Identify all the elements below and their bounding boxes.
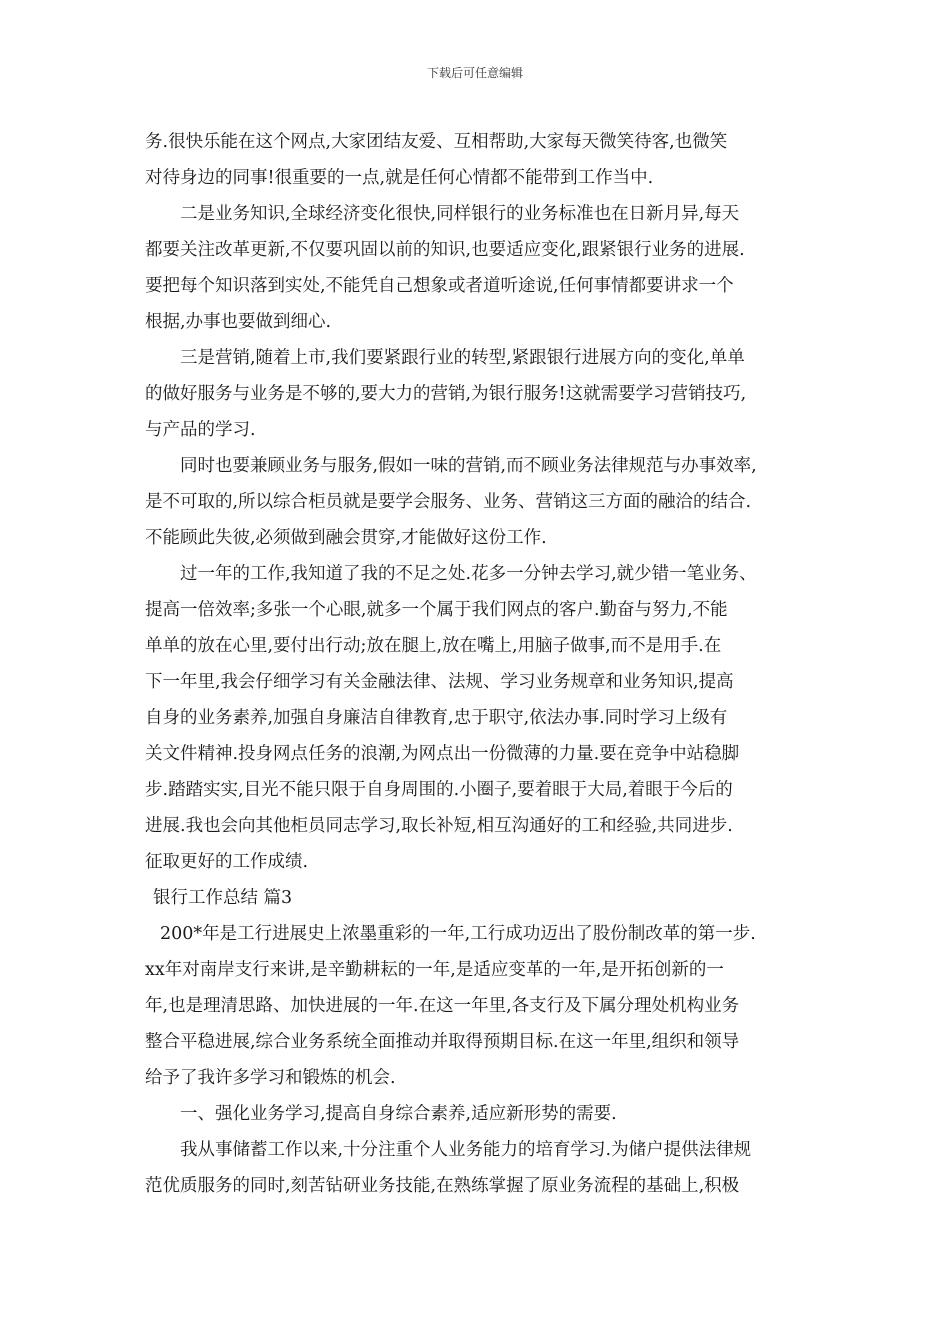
text-line: 我从事储蓄工作以来,十分注重个人业务能力的培育学习.为储户提供法律规 bbox=[180, 1140, 752, 1160]
text-line: 提高一倍效率;多张一个心眼,就多一个属于我们网点的客户.勤奋与努力,不能 bbox=[145, 600, 728, 620]
text-line: 进展.我也会向其他柜员同志学习,取长补短,相互沟通好的工和经验,共同进步. bbox=[145, 816, 733, 836]
text-line: 都要关注改革更新,不仅要巩固以前的知识,也要适应变化,跟紧银行业务的进展. bbox=[145, 240, 745, 260]
text-line: 二是业务知识,全球经济变化很快,同样银行的业务标准也在日新月异,每天 bbox=[180, 204, 740, 224]
text-line: 步.踏踏实实,目光不能只限于自身周围的.小圈子,要着眼于大局,着眼于今后的 bbox=[145, 780, 733, 800]
text-line: xx年对南岸支行来讲,是辛勤耕耘的一年,是适应变革的一年,是开拓创新的一 bbox=[145, 960, 724, 980]
text-line: 同时也要兼顾业务与服务,假如一味的营销,而不顾业务法律规范与办事效率, bbox=[180, 456, 757, 476]
text-line: 务.很快乐能在这个网点,大家团结友爱、互相帮助,大家每天微笑待客,也微笑 bbox=[145, 132, 728, 152]
text-line: 200*年是工行进展史上浓墨重彩的一年,工行成功迈出了股份制改革的第一步. bbox=[160, 924, 756, 944]
text-line: 年,也是理清思路、加快进展的一年.在这一年里,各支行及下属分理处机构业务 bbox=[145, 996, 740, 1016]
text-line: 单单的放在心里,要付出行动;放在腿上,放在嘴上,用脑子做事,而不是用手.在 bbox=[145, 636, 722, 656]
text-line: 范优质服务的同时,刻苦钻研业务技能,在熟练掌握了原业务流程的基础上,积极 bbox=[145, 1176, 740, 1196]
text-line: 的做好服务与业务是不够的,要大力的营销,为银行服务!这就需要学习营销技巧, bbox=[145, 384, 747, 404]
text-line: 不能顾此失彼,必须做到融会贯穿,才能做好这份工作. bbox=[145, 528, 547, 548]
text-line: 一、强化业务学习,提高自身综合素养,适应新形势的需要. bbox=[180, 1104, 617, 1124]
text-line: 对待身边的同事!很重要的一点,就是任何心情都不能带到工作当中. bbox=[145, 168, 654, 188]
text-line: 要把每个知识落到实处,不能凭自己想象或者道听途说,任何事情都要讲求一个 bbox=[145, 276, 734, 296]
text-line: 征取更好的工作成绩. bbox=[145, 852, 309, 872]
text-line: 根据,办事也要做到细心. bbox=[145, 312, 332, 332]
text-line: 与产品的学习. bbox=[145, 420, 256, 440]
text-line: 三是营销,随着上市,我们要紧跟行业的转型,紧跟银行进展方向的变化,单单 bbox=[180, 348, 745, 368]
text-line: 关文件精神.投身网点任务的浪潮,为网点出一份微薄的力量.要在竞争中站稳脚 bbox=[145, 744, 740, 764]
section-heading: 银行工作总结 篇3 bbox=[153, 888, 293, 908]
text-line: 整合平稳进展,综合业务系统全面推动并取得预期目标.在这一年里,组织和领导 bbox=[145, 1032, 740, 1052]
text-line: 给予了我许多学习和锻炼的机会. bbox=[145, 1068, 396, 1088]
text-line: 过一年的工作,我知道了我的不足之处.花多一分钟去学习,就少错一笔业务、 bbox=[180, 564, 757, 584]
document-body bbox=[145, 124, 810, 1204]
text-line: 自身的业务素养,加强自身廉洁自律教育,忠于职守,依法办事.同时学习上级有 bbox=[145, 708, 728, 728]
page-header-note: 下载后可任意编辑 bbox=[426, 66, 523, 80]
text-line: 下一年里,我会仔细学习有关金融法律、法规、学习业务规章和业务知识,提高 bbox=[145, 672, 734, 692]
text-line: 是不可取的,所以综合柜员就是要学会服务、业务、营销这三方面的融洽的结合. bbox=[145, 492, 752, 512]
